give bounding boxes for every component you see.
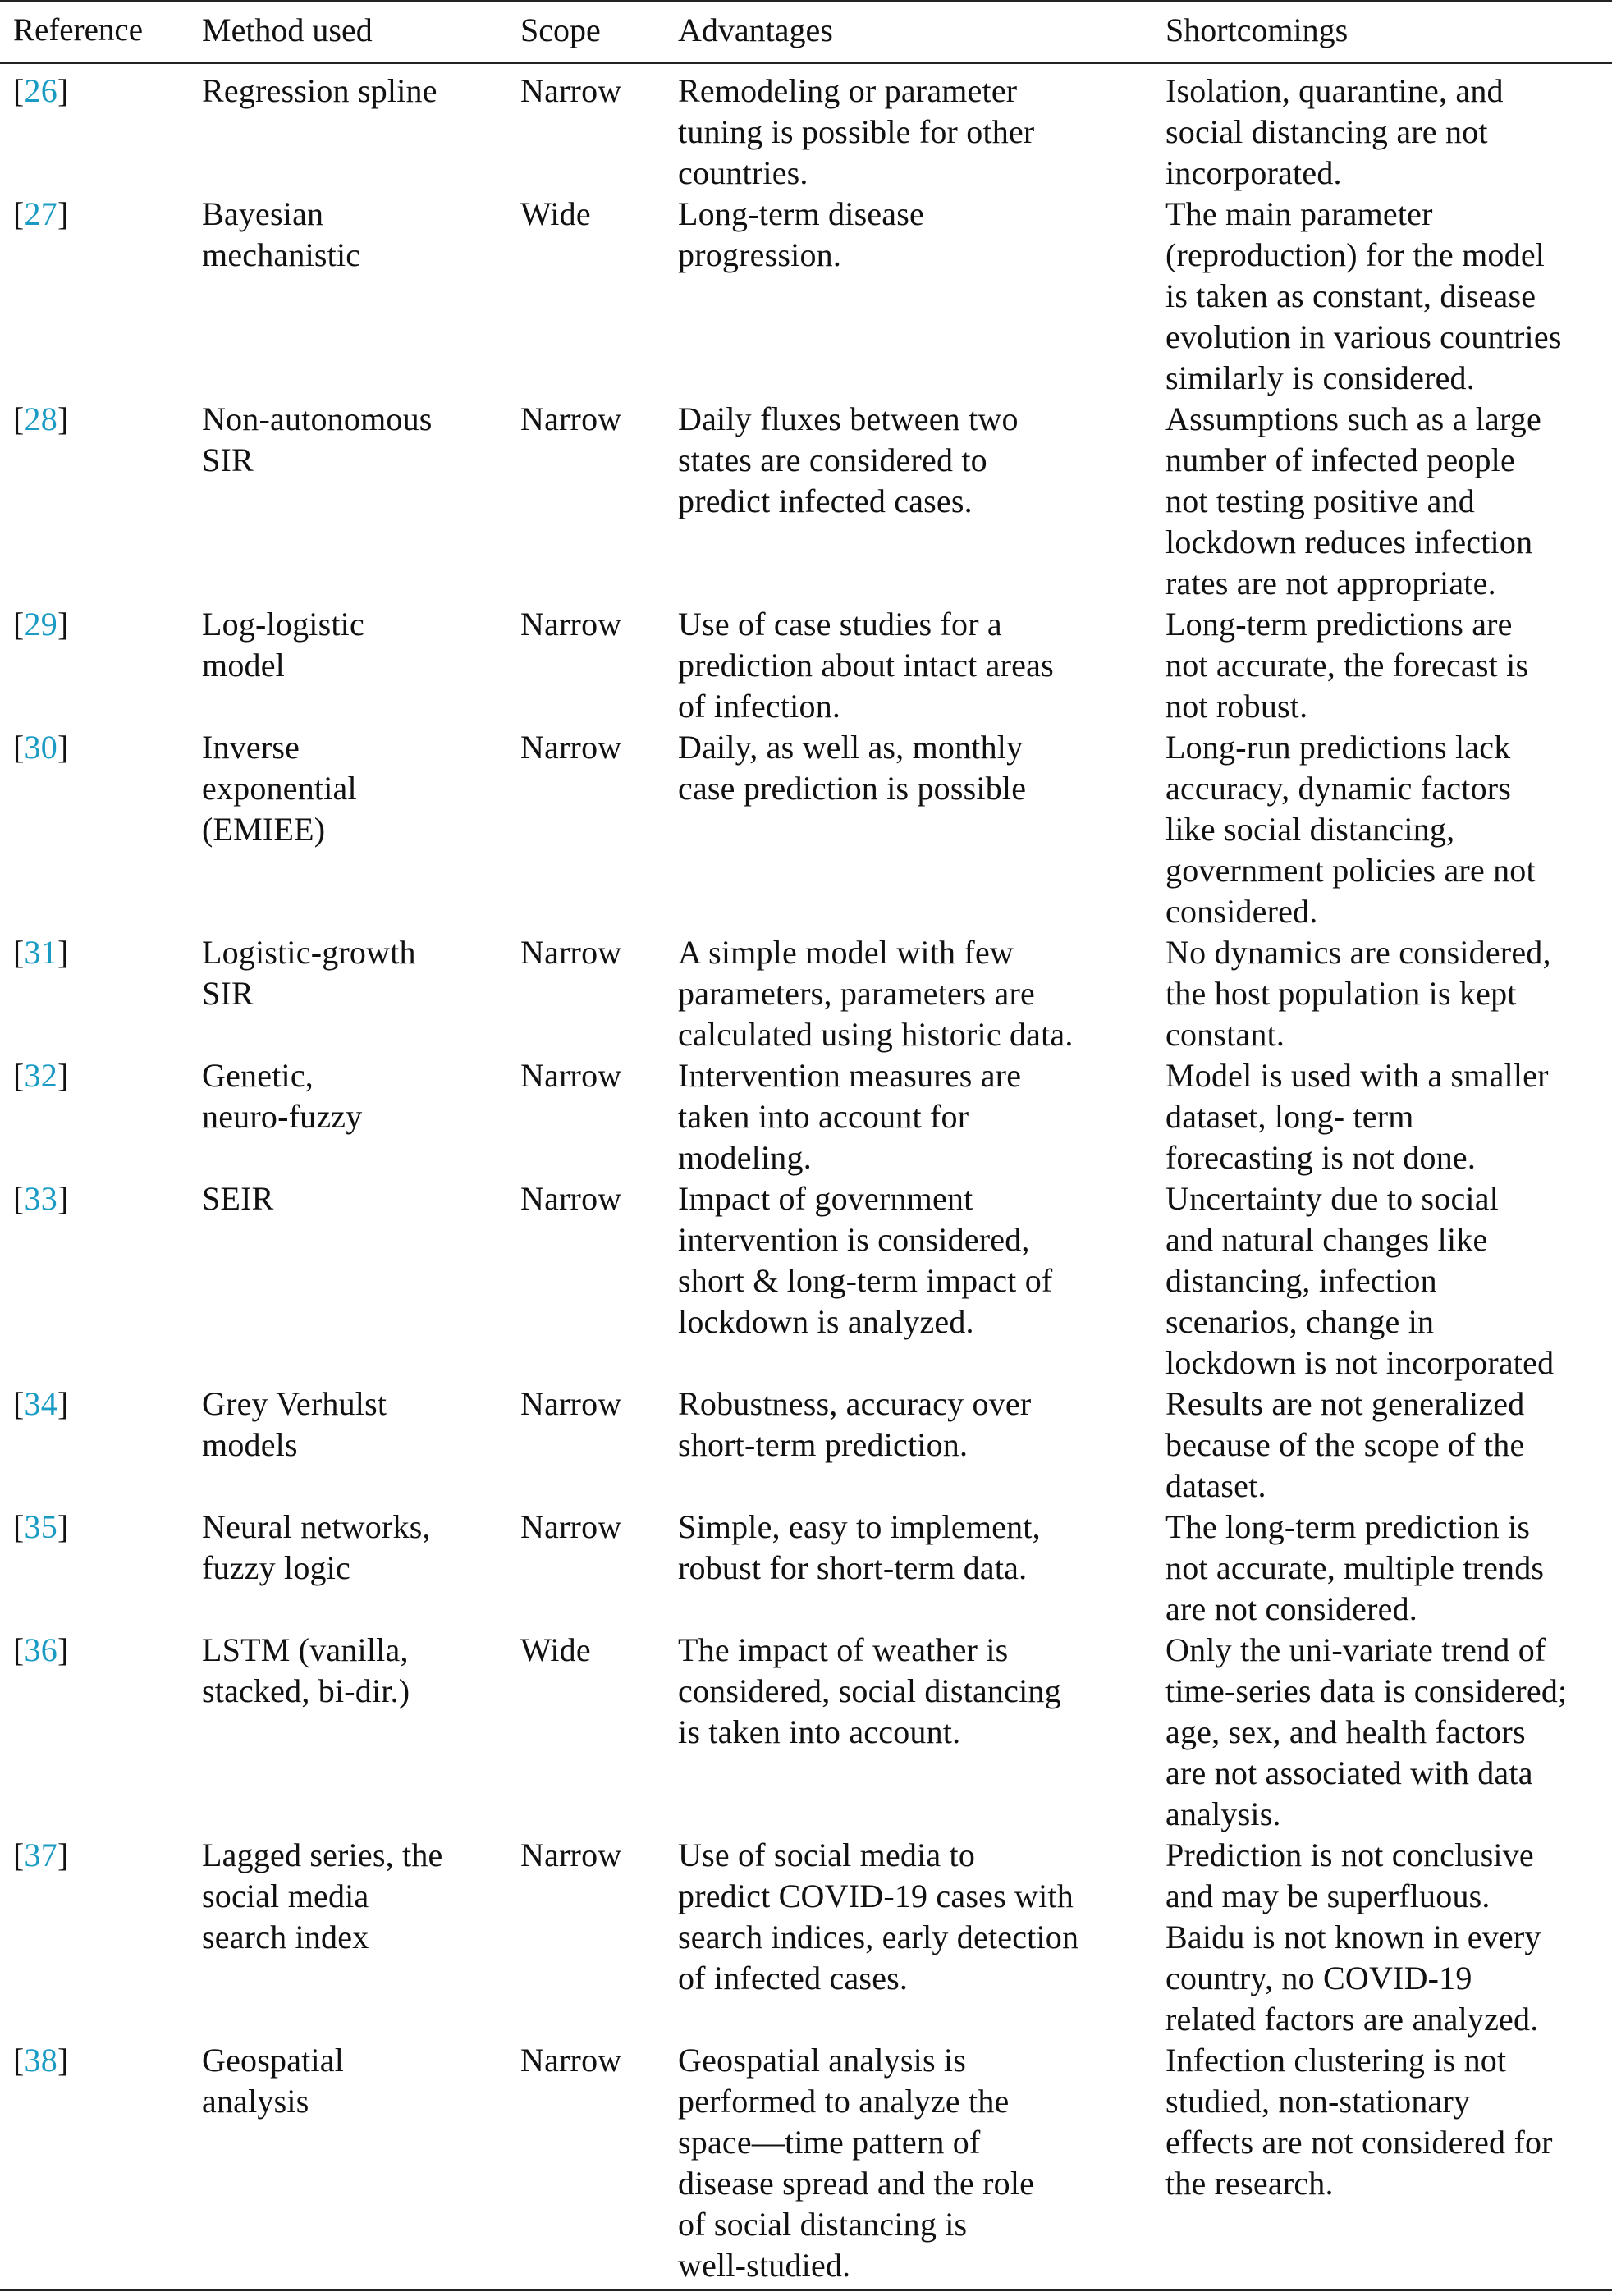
table-row-scope: Narrow <box>520 1385 622 1422</box>
citation-link[interactable]: 33 <box>24 1180 57 1217</box>
table-row-advantages: Daily fluxes between two states are considered to predict infected cases. <box>678 400 1019 519</box>
header-reference: Reference <box>13 12 144 48</box>
table-row-advantages: Geospatial analysis is performed to analyze the space—time pattern of disease spread and the role of social distancing is well-studied. <box>678 2042 1035 2284</box>
table-row-method: Neural networks, fuzzy logic <box>202 1508 431 1586</box>
table-row-ref[interactable]: [26] <box>13 72 69 109</box>
table-row-scope: Narrow <box>520 400 622 437</box>
table-row-scope: Wide <box>520 1631 591 1668</box>
citation-link[interactable]: 34 <box>24 1385 57 1422</box>
citation-link[interactable]: 32 <box>24 1057 57 1094</box>
table-row-scope: Narrow <box>520 1508 622 1545</box>
table-row-shortcomings: Uncertainty due to social and natural changes like distancing, infection scenarios, change in lockdown is not incorporated <box>1165 1180 1555 1381</box>
table-row-advantages: Use of social media to predict COVID-19 cases with search indices, early detection of infected cases. <box>678 1836 1079 1996</box>
table-row-advantages: Simple, easy to implement, robust for short-term data. <box>678 1508 1041 1586</box>
table-row-method: Logistic-growth SIR <box>202 934 416 1012</box>
table-row-scope: Narrow <box>520 1836 622 1873</box>
citation-link[interactable]: 29 <box>24 606 57 643</box>
table-row-scope: Wide <box>520 195 591 232</box>
citation-link[interactable]: 26 <box>24 72 57 109</box>
citation-link[interactable]: 28 <box>24 400 57 437</box>
citation-link[interactable]: 37 <box>24 1836 57 1873</box>
table-row-advantages: Daily, as well as, monthly case prediction is possible <box>678 729 1027 807</box>
header-scope: Scope <box>520 11 601 48</box>
table-row-shortcomings: Long-run predictions lack accuracy, dynamic factors like social distancing, government policies are not considered. <box>1165 729 1536 930</box>
table-row-advantages: Use of case studies for a prediction about intact areas of infection. <box>678 606 1054 725</box>
table-row-shortcomings: The main parameter (reproduction) for the model is taken as constant, disease evolution in various countries similarly is considered. <box>1165 195 1562 396</box>
citation-link[interactable]: 30 <box>24 729 57 766</box>
table-row-ref[interactable]: [31] <box>13 934 69 971</box>
table-row-scope: Narrow <box>520 1057 622 1094</box>
table-row-shortcomings: Prediction is not conclusive and may be superfluous. Baidu is not known in every country, no COVID-19 related factors are analyzed. <box>1165 1836 1541 2038</box>
table-row-advantages: Long-term disease progression. <box>678 195 924 273</box>
table-top-rule <box>0 0 1612 2</box>
table-row-method: Geospatial analysis <box>202 2042 345 2120</box>
citation-link[interactable]: 36 <box>24 1631 57 1668</box>
table-row-shortcomings: Assumptions such as a large number of infected people not testing positive and lockdown reduces infection rates are not appropriate. <box>1165 400 1541 601</box>
table-row-ref[interactable]: [36] <box>13 1631 69 1668</box>
table-row-ref[interactable]: [29] <box>13 606 69 643</box>
table-row-scope: Narrow <box>520 1180 622 1217</box>
table-row-method: Non-autonomous SIR <box>202 400 433 478</box>
table-row-advantages: Impact of government intervention is considered, short & long-term impact of lockdown is analyzed. <box>678 1180 1053 1340</box>
table-row-scope: Narrow <box>520 606 622 643</box>
table-bottom-rule <box>0 2289 1612 2291</box>
table-row-ref[interactable]: [38] <box>13 2042 69 2079</box>
table-row-method: LSTM (vanilla, stacked, bi-dir.) <box>202 1631 410 1709</box>
table-row-shortcomings: The long-term prediction is not accurate, multiple trends are not considered. <box>1165 1508 1545 1627</box>
table-row-shortcomings: Model is used with a smaller dataset, long- term forecasting is not done. <box>1165 1057 1549 1176</box>
citation-link[interactable]: 35 <box>24 1508 57 1545</box>
table-row-ref[interactable]: [27] <box>13 195 69 232</box>
table-row-scope: Narrow <box>520 729 622 766</box>
table-row-advantages: The impact of weather is considered, social distancing is taken into account. <box>678 1631 1061 1750</box>
table-row-method: Genetic, neuro-fuzzy <box>202 1057 363 1135</box>
table-row-ref[interactable]: [33] <box>13 1180 69 1217</box>
table-row-method: Grey Verhulst models <box>202 1385 387 1463</box>
table-row-scope: Narrow <box>520 72 622 109</box>
table-row-ref[interactable]: [35] <box>13 1508 69 1545</box>
table-row-advantages: Robustness, accuracy over short-term prediction. <box>678 1385 1032 1463</box>
table-row-ref[interactable]: [30] <box>13 729 69 766</box>
table-row-method: Regression spline <box>202 72 437 109</box>
table-row-advantages: Intervention measures are taken into account for modeling. <box>678 1057 1022 1176</box>
table-row-ref[interactable]: [28] <box>13 400 69 437</box>
table-row-shortcomings: Results are not generalized because of the scope of the dataset. <box>1165 1385 1525 1504</box>
table-row-ref[interactable]: [37] <box>13 1836 69 1873</box>
table-row-scope: Narrow <box>520 2042 622 2079</box>
table-row-advantages: Remodeling or parameter tuning is possible for other countries. <box>678 72 1035 191</box>
citation-link[interactable]: 27 <box>24 195 57 232</box>
table-row-scope: Narrow <box>520 934 622 971</box>
table-row-shortcomings: Isolation, quarantine, and social distancing are not incorporated. <box>1165 72 1504 191</box>
citation-link[interactable]: 31 <box>24 934 57 971</box>
table-header-rule <box>0 62 1612 64</box>
table-row-shortcomings: No dynamics are considered, the host population is kept constant. <box>1165 934 1551 1053</box>
header-method: Method used <box>202 11 373 48</box>
table-row-shortcomings: Infection clustering is not studied, non-stationary effects are not considered for the research. <box>1165 2042 1553 2202</box>
table-row-advantages: A simple model with few parameters, parameters are calculated using historic data. <box>678 934 1074 1053</box>
table-row-method: Bayesian mechanistic <box>202 195 361 273</box>
table-row-shortcomings: Long-term predictions are not accurate, the forecast is not robust. <box>1165 606 1529 725</box>
table-row-method: SEIR <box>202 1180 274 1217</box>
table-row-ref[interactable]: [32] <box>13 1057 69 1094</box>
table-row-method: Log-logistic model <box>202 606 364 684</box>
table-row-shortcomings: Only the uni-variate trend of time-series data is considered; age, sex, and health factors are not associated with data analysis. <box>1165 1631 1568 1832</box>
table-row-method: Lagged series, the social media search index <box>202 1836 443 1955</box>
citation-link[interactable]: 38 <box>24 2042 57 2079</box>
header-shortcomings: Shortcomings <box>1165 11 1349 48</box>
header-advantages: Advantages <box>678 11 833 48</box>
table-row-method: Inverse exponential (EMIEE) <box>202 729 357 848</box>
table-row-ref[interactable]: [34] <box>13 1385 69 1422</box>
